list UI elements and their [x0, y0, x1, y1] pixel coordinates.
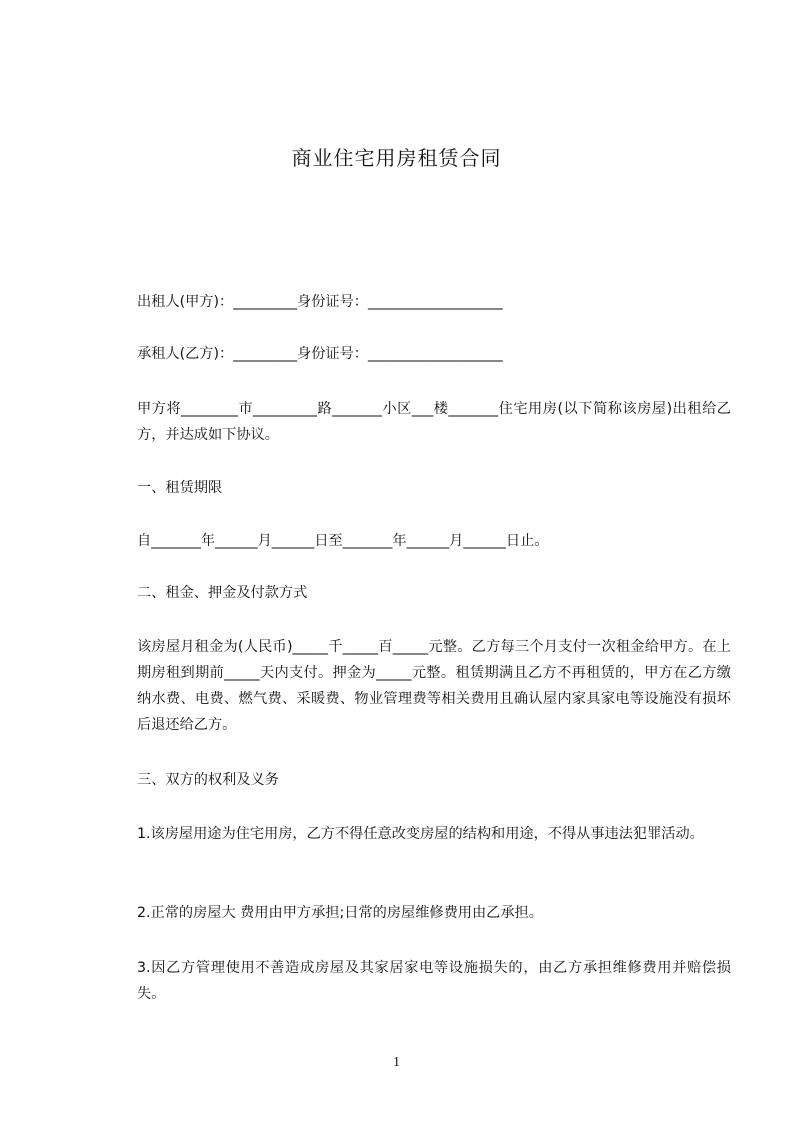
lessor-line: 出租人(甲方)：_________身份证号：___________________: [137, 294, 503, 310]
rent-deposit-paragraph: 该房屋月租金为(人民币)_____千_____百_____元整。乙方每三个月支付一次租金给甲方。在上期房租到期前_____天内支付。押金为_____元整。租赁期满且乙方不再租赁的，甲方在乙方缴纳水费、电费、燃气费、采暖费、物业管理费等相关费用且确认屋内家具家电等设施没有损坏后退还给乙方。: [137, 639, 731, 733]
lessee-line: 承租人(乙方)：_________身份证号：___________________: [137, 346, 503, 362]
section-heading-rights-duties: 三、双方的权利及义务: [137, 772, 279, 788]
intro-paragraph: 甲方将________市_________路_______小区___楼_______住宅用房(以下简称该房屋)出租给乙方，并达成如下协议。: [137, 401, 731, 443]
section-heading-rent-deposit: 二、租金、押金及付款方式: [137, 585, 308, 601]
page-title: 商业住宅用房租赁合同: [291, 146, 502, 170]
clause-3: 3.因乙方管理使用不善造成房屋及其家居家电等设施损失的，由乙方承担维修费用并赔偿损失。: [137, 960, 731, 1002]
section-heading-lease-term: 一、租赁期限: [137, 480, 223, 496]
clause-2: 2.正常的房屋大 费用由甲方承担;日常的房屋维修费用由乙承担。: [137, 905, 543, 921]
clause-1: 1.该房屋用途为住宅用房，乙方不得任意改变房屋的结构和用途，不得从事违法犯罪活动。: [137, 826, 704, 842]
page-number: 1: [393, 1055, 400, 1070]
lease-term-paragraph: 自_______年______月______日至_______年______月______日止。: [137, 533, 549, 549]
